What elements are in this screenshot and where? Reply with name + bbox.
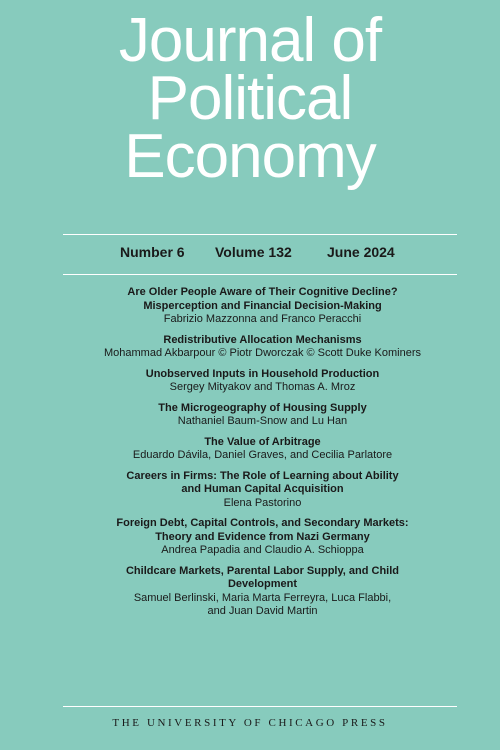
article-title: Redistributive Allocation Mechanisms bbox=[163, 333, 362, 346]
article-8[interactable] bbox=[100, 565, 425, 619]
article-title: The Value of Arbitrage bbox=[204, 435, 321, 448]
article-authors: Fabrizio Mazzonna and Franco Peracchi bbox=[163, 313, 362, 325]
article-3[interactable] bbox=[100, 368, 425, 395]
journal-title-line-3: Economy bbox=[124, 122, 376, 191]
journal-title-line-1: Journal of bbox=[118, 6, 382, 75]
article-title: Misperception and Financial Decision-Making bbox=[143, 299, 382, 312]
middle-divider bbox=[63, 274, 457, 275]
article-authors: Andrea Papadia and Claudio A. Schioppa bbox=[161, 544, 364, 556]
journal-title-line-2: Political bbox=[147, 64, 353, 133]
article-4[interactable] bbox=[100, 402, 425, 429]
article-title: Unobserved Inputs in Household Production bbox=[145, 367, 380, 380]
issue-number: Number 6 bbox=[120, 244, 185, 260]
article-title: The Microgeography of Housing Supply bbox=[158, 401, 367, 414]
article-title: Careers in Firms: The Role of Learning about Ability bbox=[126, 469, 399, 482]
article-6[interactable] bbox=[100, 470, 425, 511]
publisher-name: THE UNIVERSITY OF CHICAGO PRESS bbox=[112, 717, 388, 729]
article-title: and Human Capital Acquisition bbox=[181, 483, 344, 495]
article-authors: Sergey Mityakov and Thomas A. Mroz bbox=[169, 381, 356, 393]
article-title: Foreign Debt, Capital Controls, and Secondary Markets: bbox=[116, 517, 409, 529]
article-title: Childcare Markets, Parental Labor Supply, and Child Development bbox=[125, 564, 400, 590]
top-divider bbox=[63, 234, 457, 235]
article-authors: Samuel Berlinski, Maria Marta Ferreyra, Luca Flabbi, bbox=[133, 591, 392, 604]
article-title: Theory and Evidence from Nazi Germany bbox=[155, 530, 370, 543]
article-1[interactable] bbox=[100, 286, 425, 327]
article-5[interactable] bbox=[100, 436, 425, 463]
article-7[interactable] bbox=[100, 517, 425, 558]
article-2[interactable] bbox=[100, 334, 425, 361]
bottom-divider bbox=[63, 706, 457, 707]
article-authors: and Juan David Martin bbox=[207, 605, 318, 617]
article-authors: Nathaniel Baum-Snow and Lu Han bbox=[177, 415, 348, 427]
article-authors: Mohammad Akbarpour © Piotr Dworczak © Scott Duke Kominers bbox=[104, 347, 421, 359]
issue-volume: Volume 132 bbox=[215, 244, 292, 260]
table-of-contents bbox=[100, 286, 425, 626]
article-authors: Eduardo Dávila, Daniel Graves, and Cecilia Parlatore bbox=[132, 449, 393, 461]
article-title: Are Older People Aware of Their Cognitive Decline? bbox=[127, 286, 398, 298]
journal-title bbox=[0, 6, 500, 191]
issue-date: June 2024 bbox=[327, 244, 395, 260]
article-authors: Elena Pastorino bbox=[223, 496, 302, 509]
